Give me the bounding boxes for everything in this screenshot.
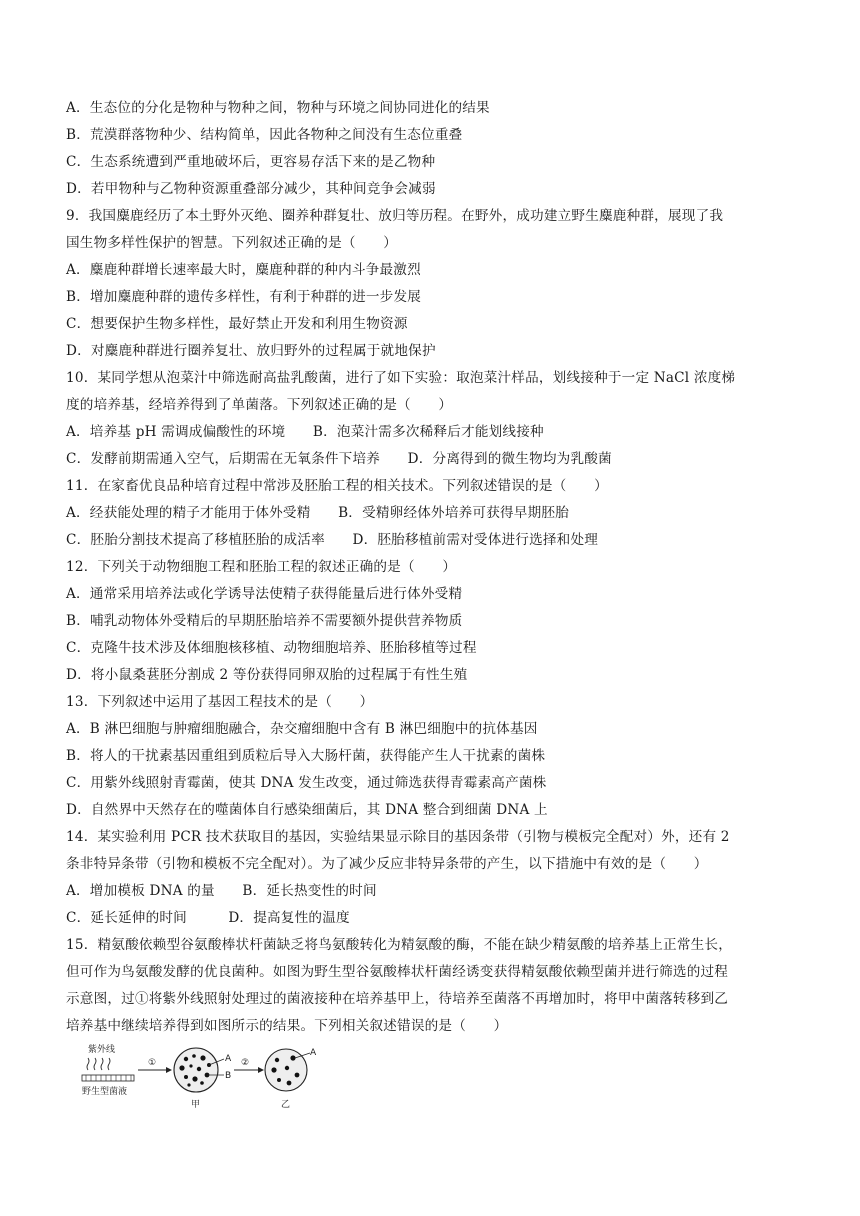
option-9d: D．对麋鹿种群进行圈养复壮、放归野外的过程属于就地保护 [66, 343, 436, 359]
question-12-stem: 12．下列关于动物细胞工程和胚胎工程的叙述正确的是（ ） [66, 559, 457, 575]
question-10-stem-1: 10．某同学想从泡菜汁中筛选耐高盐乳酸菌，进行了如下实验：取泡菜汁样品，划线接种于一定 NaCl 浓度梯 [66, 370, 736, 386]
option-14ab: A．增加模板 DNA 的量 B．延长热变性的时间 [66, 883, 377, 899]
uv-label: 紫外线 [88, 1045, 116, 1055]
step-2-label: ② [241, 1058, 250, 1068]
option-13b: B．将人的干扰素基因重组到质粒后导入大肠杆菌，获得能产生人干扰素的菌株 [66, 748, 546, 764]
option-8d: D．若甲物种与乙物种资源重叠部分减少，其种间竞争会减弱 [66, 181, 436, 197]
option-11ab: A．经获能处理的精子才能用于体外受精 B．受精卵经体外培养可获得早期胚胎 [66, 505, 569, 521]
step-1-label: ① [148, 1058, 157, 1068]
question-15-stem-3: 示意图，过①将紫外线照射处理过的菌液接种在培养基甲上，待培养至菌落不再增加时，将甲中菌落转移到乙 [66, 991, 729, 1007]
option-8a: A．生态位的分化是物种与物种之间，物种与环境之间协同进化的结果 [66, 100, 490, 116]
question-13-stem: 13．下列叙述中运用了基因工程技术的是（ ） [66, 694, 374, 710]
question-15-stem-1: 15．精氨酸依赖型谷氨酸棒状杆菌缺乏将鸟氨酸转化为精氨酸的酶，不能在缺少精氨酸的培养基上正常生长， [66, 937, 732, 953]
culture-hatch [86, 1075, 131, 1081]
option-9a: A．麋鹿种群增长速率最大时，麋鹿种群的种内斗争最激烈 [66, 262, 421, 278]
question-15-stem-2: 但可作为鸟氨酸发酵的优良菌种。如图为野生型谷氨酸棒状杆菌经诱变获得精氨酸依赖型菌并进行筛选的过程 [66, 964, 729, 980]
mutagenesis-screening-figure [78, 1042, 318, 1114]
question-10-stem-2: 度的培养基，经培养得到了单菌落。下列叙述正确的是（ ） [66, 397, 453, 413]
option-10cd: C．发酵前期需通入空气，后期需在无氧条件下培养 D．分离得到的微生物均为乳酸菌 [66, 451, 612, 467]
question-14-stem-1: 14．某实验利用 PCR 技术获取目的基因，实验结果显示除目的基因条带（引物与模板完全配对）外，还有 2 [66, 829, 730, 845]
label-a: A [225, 1054, 232, 1064]
option-9c: C．想要保护生物多样性，最好禁止开发和利用生物资源 [66, 316, 408, 332]
plate-yi [265, 1049, 307, 1091]
option-13a: A．B 淋巴细胞与肿瘤细胞融合，杂交瘤细胞中含有 B 淋巴细胞中的抗体基因 [66, 721, 538, 737]
option-8c: C．生态系统遭到严重地破坏后，更容易存活下来的是乙物种 [66, 154, 436, 170]
plate-jia-label: 甲 [191, 1100, 201, 1110]
option-12d: D．将小鼠桑葚胚分割成 2 等份获得同卵双胎的过程属于有性生殖 [66, 667, 468, 683]
option-13c: C．用紫外线照射青霉菌，使其 DNA 发生改变，通过筛选获得青霉素高产菌株 [66, 775, 547, 791]
option-9b: B．增加麋鹿种群的遗传多样性，有利于种群的进一步发展 [66, 289, 422, 305]
option-12b: B．哺乳动物体外受精后的早期胚胎培养不需要额外提供营养物质 [66, 613, 463, 629]
option-14cd: C．延长延伸的时间 D．提高复性的温度 [66, 910, 350, 926]
uv-rays-icon [87, 1058, 110, 1070]
question-14-stem-2: 条非特异条带（引物和模板不完全配对）。为了减少反应非特异条带的产生，以下措施中有效的是（ ） [66, 856, 708, 872]
question-9-stem-2: 国生物多样性保护的智慧。下列叙述正确的是（ ） [66, 235, 398, 251]
option-12a: A．通常采用培养法或化学诱导法使精子获得能量后进行体外受精 [66, 586, 463, 602]
label-a2: A [310, 1048, 317, 1058]
option-10ab: A．培养基 pH 需调成偏酸性的环境 B．泡菜汁需多次稀释后才能划线接种 [66, 424, 544, 440]
arrow-head-2 [258, 1067, 264, 1073]
option-8b: B．荒漠群落物种少、结构简单，因此各物种之间没有生态位重叠 [66, 127, 463, 143]
option-11cd: C．胚胎分割技术提高了移植胚胎的成活率 D．胚胎移植前需对受体进行选择和处理 [66, 532, 599, 548]
arrow-head-1 [166, 1067, 172, 1073]
label-b: B [225, 1071, 232, 1081]
question-15-stem-4: 培养基中继续培养得到如图所示的结果。下列相关叙述错误的是（ ） [66, 1018, 508, 1034]
option-12c: C．克隆牛技术涉及体细胞核移植、动物细胞培养、胚胎移植等过程 [66, 640, 477, 656]
culture-label: 野生型菌液 [82, 1087, 128, 1097]
question-11-stem: 11．在家畜优良品种培育过程中常涉及胚胎工程的相关技术。下列叙述错误的是（ ） [66, 478, 608, 494]
option-13d: D．自然界中天然存在的噬菌体自行感染细菌后，其 DNA 整合到细菌 DNA 上 [66, 802, 548, 818]
question-9-stem-1: 9．我国麋鹿经历了本土野外灭绝、圈养种群复壮、放归等历程。在野外，成功建立野生麋鹿种群，展现了我 [66, 208, 724, 224]
plate-yi-label: 乙 [281, 1100, 291, 1110]
